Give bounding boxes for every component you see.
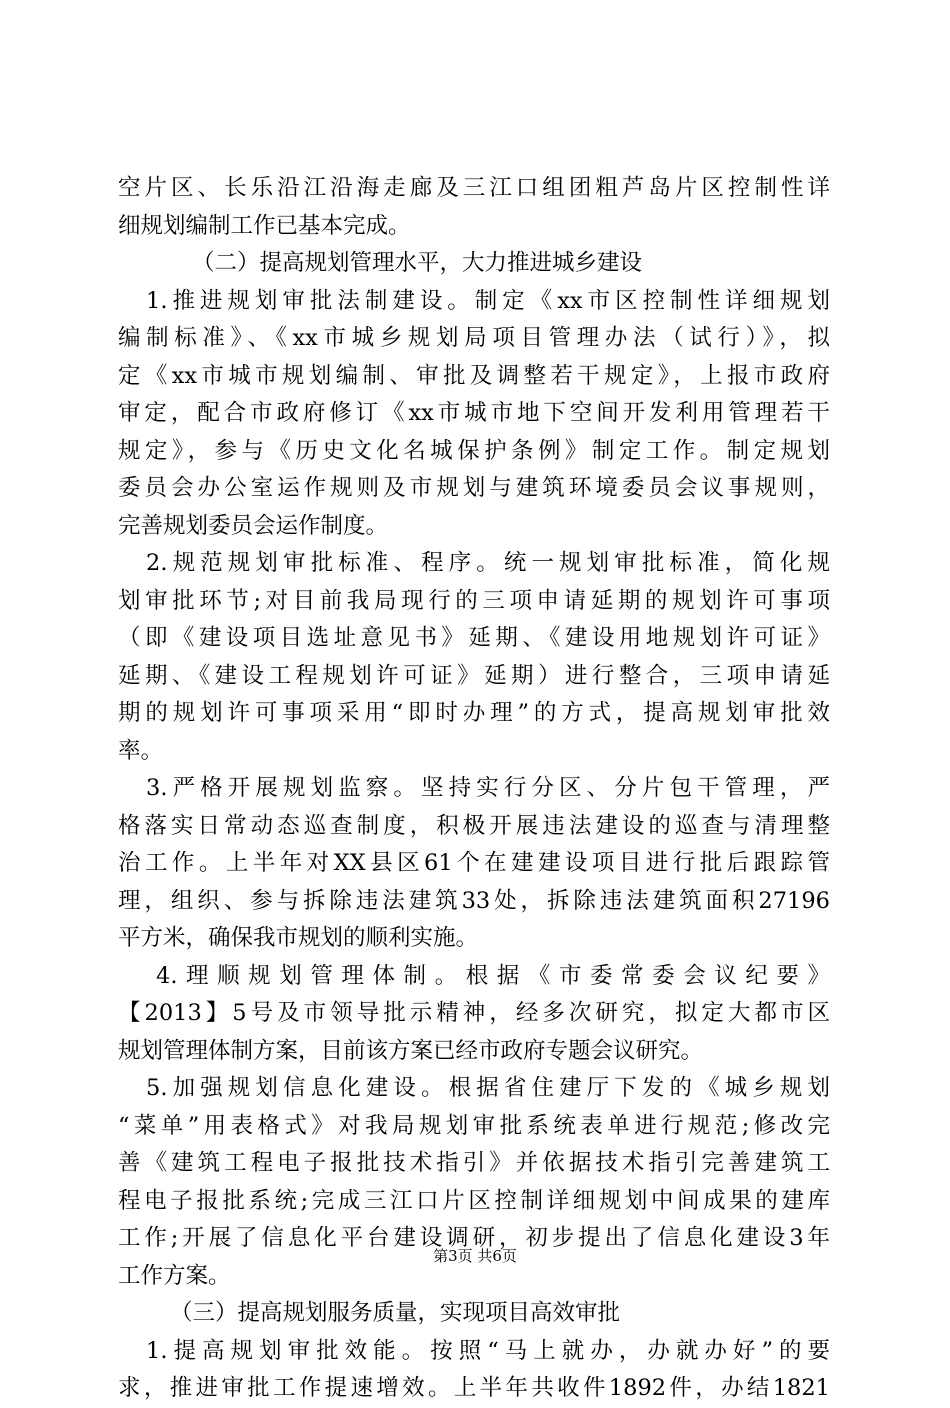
text-line: （即《建设项目选址意见书》延期、《建设用地规划许可证》 (118, 625, 830, 651)
text-line: 1.推进规划审批法制建设。制定《xx市区控制性详细规划 (146, 287, 830, 314)
text-line: 审定，配合市政府修订《xx市城市地下空间开发利用管理若干 (118, 400, 830, 426)
text-line: 率。 (118, 737, 164, 764)
paragraph (118, 170, 830, 245)
text-line: 延期、《建设工程规划许可证》延期）进行整合，三项申请延 (118, 662, 830, 689)
paragraph (118, 1295, 830, 1333)
text-line: 期的规划许可事项采用“即时办理”的方式，提高规划审批效 (118, 700, 830, 726)
paragraph (118, 770, 830, 958)
paragraph (118, 245, 830, 283)
text-line: 定《xx市城市规划编制、审批及调整若干规定》，上报市政府 (118, 362, 830, 389)
text-line: 1.提高规划审批效能。按照“马上就办，办就办好”的要 (146, 1337, 830, 1364)
text-line: “菜单”用表格式》对我局规划审批系统表单进行规范;修改完 (118, 1112, 830, 1139)
text-line: 格落实日常动态巡查制度，积极开展违法建设的巡查与清理整 (118, 812, 830, 839)
text-line: 工作方案。 (118, 1262, 231, 1289)
text-line: 善《建筑工程电子报批技术指引》并依据技术指引完善建筑工 (118, 1150, 830, 1176)
text-line: 平方米，确保我市规划的顺利实施。 (118, 925, 479, 951)
text-line: 规定》，参与《历史文化名城保护条例》制定工作。制定规划 (118, 437, 830, 464)
text-line: 3.严格开展规划监察。坚持实行分区、分片包干管理，严 (146, 775, 830, 801)
text-line: 空片区、长乐沿江沿海走廊及三江口组团粗芦岛片区控制性详 (118, 175, 830, 201)
text-line: 完善规划委员会运作制度。 (118, 512, 389, 539)
text-line: 细规划编制工作已基本完成。 (118, 212, 411, 239)
paragraph (118, 283, 830, 546)
text-line: 治工作。上半年对XX县区61个在建建设项目进行批后跟踪管 (118, 850, 830, 876)
text-line: 程电子报批系统;完成三江口片区控制详细规划中间成果的建库 (118, 1187, 830, 1214)
text-line: 理，组织、参与拆除违法建筑33处，拆除违法建筑面积27196 (118, 887, 830, 914)
paragraph (118, 958, 830, 1071)
document-body (118, 170, 830, 1408)
text-line: 编制标准》、《xx市城乡规划局项目管理办法（试行）》，拟 (118, 325, 830, 351)
page-footer: 第3页 共6页 (433, 1247, 517, 1265)
text-line: （三）提高规划服务质量，实现项目高效审批 (170, 1300, 621, 1326)
text-line: 4.理顺规划管理体制。根据《市委常委会议纪要》 (156, 962, 830, 989)
paragraph (118, 545, 830, 770)
text-line: 划审批环节;对目前我局现行的三项申请延期的规划许可事项 (118, 587, 830, 614)
text-line: 求，推进审批工作提速增效。上半年共收件1892件，办结1821 (118, 1375, 830, 1401)
text-line: （二）提高规划管理水平，大力推进城乡建设 (192, 250, 643, 276)
text-line: 5.加强规划信息化建设。根据省住建厅下发的《城乡规划 (146, 1075, 830, 1101)
text-line: 2.规范规划审批标准、程序。统一规划审批标准，简化规 (146, 550, 830, 576)
text-line: 规划管理体制方案，目前该方案已经市政府专题会议研究。 (118, 1037, 704, 1064)
text-line: 【2013】5号及市领导批示精神，经多次研究，拟定大都市区 (118, 1000, 830, 1026)
text-line: 委员会办公室运作规则及市规划与建筑环境委员会议事规则， (118, 475, 830, 501)
text-line: 工作;开展了信息化平台建设调研，初步提出了信息化建设3年 (118, 1225, 830, 1251)
